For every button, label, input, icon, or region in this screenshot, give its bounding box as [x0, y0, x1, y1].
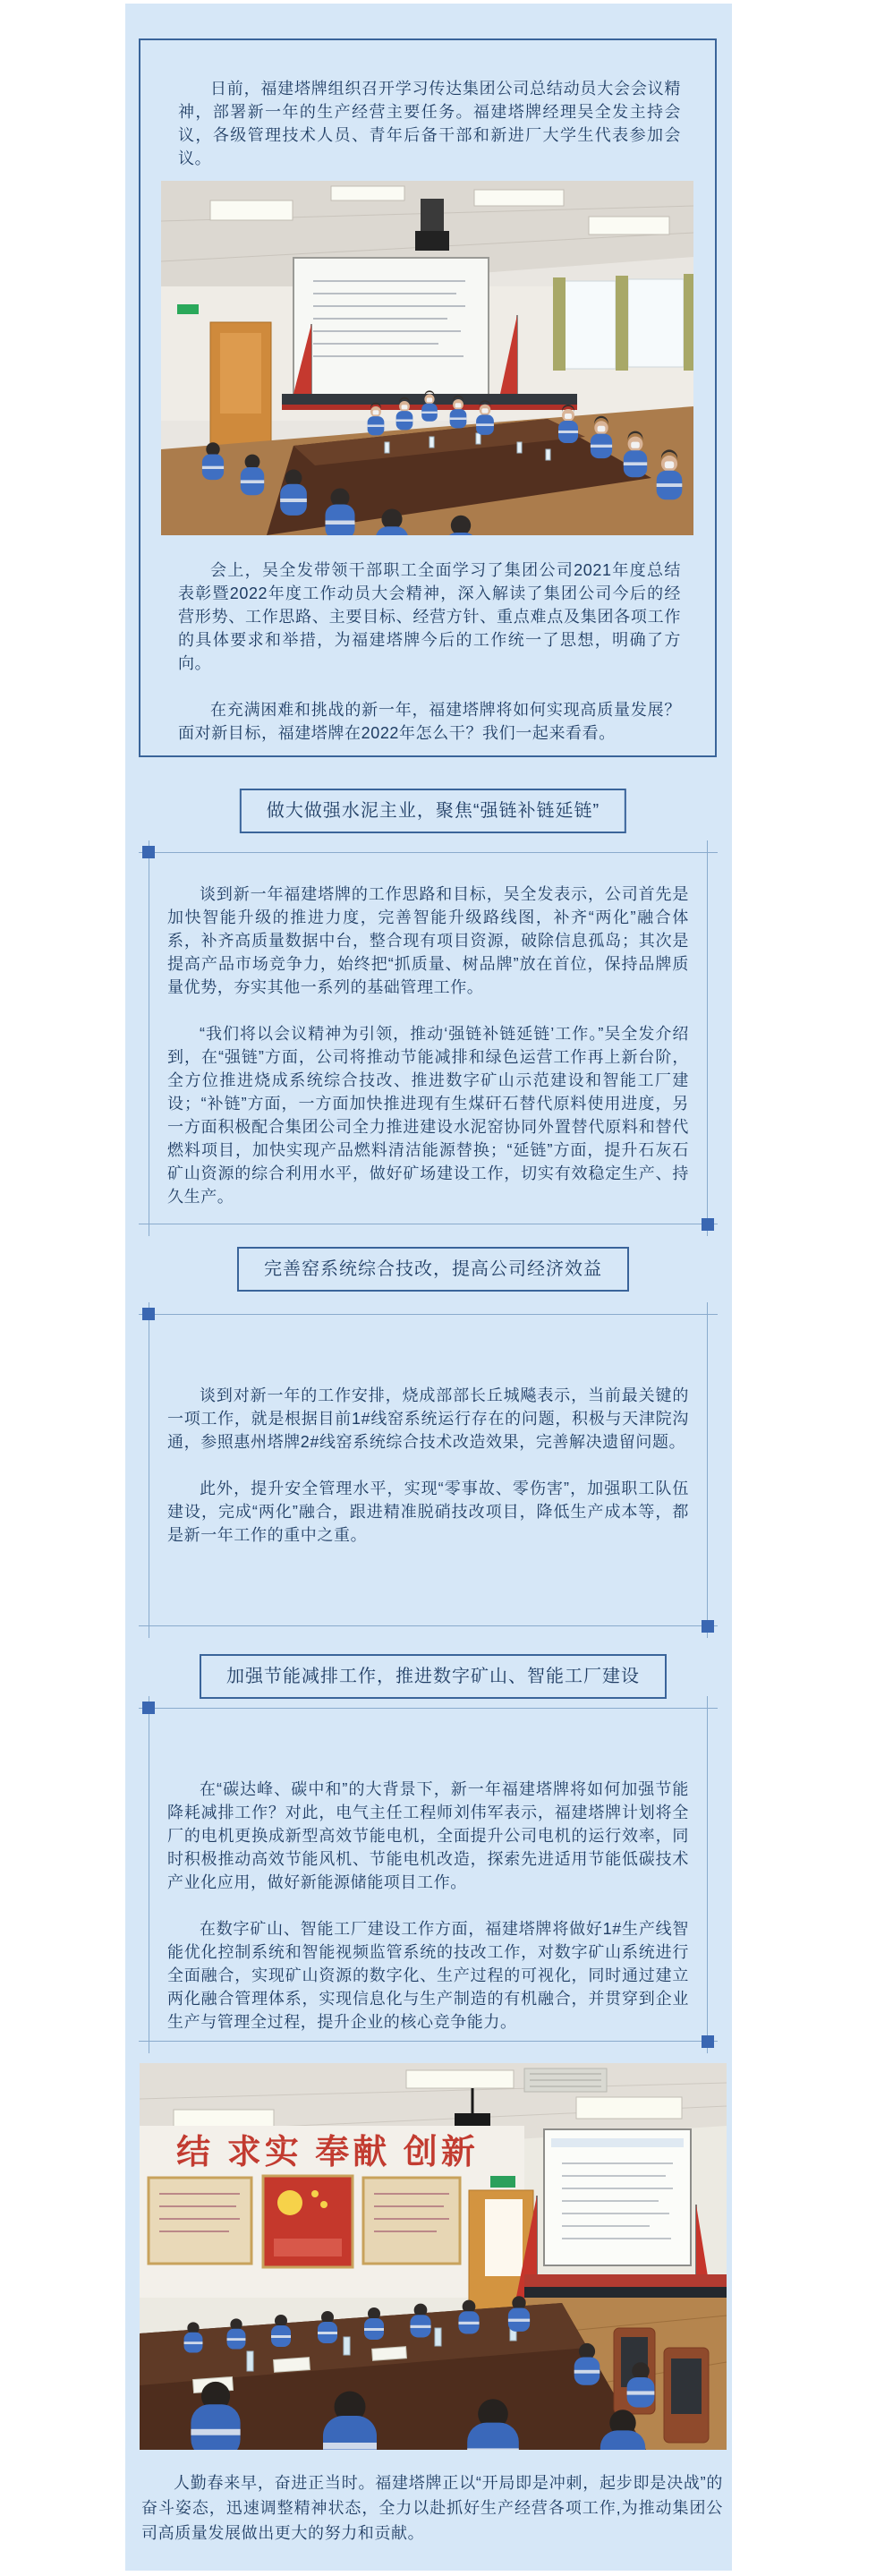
- section1-paragraph-2: “我们将以会议精神为引领，推动‘强链补链延链’工作。”吴全发介绍到，在“强链”方面，公司将推动节能减排和绿色运营工作再上新台阶，全方位推进烧成系统综合技改、推进数字矿山示范建设和智能工厂建设；“补链”方面，一方面加快推进现有生煤矸石替代原料使用进度，另一方面积极配合集团公司全力推进建设水泥窑协同外置替代原料和替代燃料项目，加快实现产品燃料清洁能源替换；“延链”方面，提升石灰石矿山资源的综合利用水平，做好矿场建设工作，切实有效稳定生产、持久生产。: [167, 1025, 689, 1206]
- ceiling-light: [331, 186, 404, 200]
- section2-paragraph-2: 此外，提升安全管理水平，实现“零事故、零伤害”，加强职工队伍建设，完成“两化”融合，跟进精准脱硝技改项目，降低生产成本等，都是新一年工作的重中之重。: [167, 1480, 689, 1544]
- ceiling-light: [589, 217, 669, 235]
- section-header-3: 加强节能减排工作，推进数字矿山、智能工厂建设: [200, 1654, 667, 1699]
- frame-line-top: [139, 1314, 718, 1315]
- ceiling-light: [210, 200, 293, 220]
- intro-paragraph-2: 会上，吴全发带领干部职工全面学习了集团公司2021年度总结表彰暨2022年度工作动员大会精神，深入解读了集团公司今后的经营形势、工作思路、主要目标、经营方针、重点难点及集团各项工作的具体要求和举措，为福建塔牌今后的工作统一了思想，明确了方向。: [178, 561, 681, 672]
- ceiling-light: [406, 2070, 514, 2088]
- section-header-1: 做大做强水泥主业，聚焦“强链补链延链”: [240, 789, 626, 833]
- frame-line-top: [139, 1708, 718, 1709]
- ceiling-light: [576, 2097, 682, 2119]
- projection-screen: [544, 2129, 691, 2265]
- outro-paragraph: 人勤春来早，奋进正当时。福建塔牌正以“开局即是冲刺，起步即是决战”的奋斗姿态，迅速调整精神状态，全力以赴抓好生产经营各项工作,为推动集团公司高质量发展做出更大的努力和贡献。: [141, 2474, 723, 2542]
- projection-screen: [293, 258, 489, 399]
- frame-line-top: [139, 852, 718, 853]
- intro-box: [139, 38, 717, 757]
- wall-slogan-text: 结 求实 奉献 创新: [176, 2134, 479, 2171]
- corner-square-icon: [702, 2035, 714, 2048]
- section3-paragraph-2: 在数字矿山、智能工厂建设工作方面，福建塔牌将做好1#生产线智能优化控制系统和智能视频监管系统的技改工作，对数字矿山系统进行全面融合，实现矿山资源的数字化、生产过程的可视化，同时通过建立两化融合管理体系，实现信息化与生产制造的有机融合，并贯穿到企业生产与管理全过程，提升企业的核心竞争能力。: [167, 1920, 689, 2031]
- intro-paragraph-1: 日前，福建塔牌组织召开学习传达集团公司总结动员大会会议精神，部署新一年的生产经营主要任务。福建塔牌经理吴全发主持会议，各级管理技术人员、青年后备干部和新进厂大学生代表参加会议。: [178, 80, 681, 167]
- frame-line-right: [707, 1696, 708, 2053]
- frame-line-bottom: [139, 2041, 718, 2042]
- corner-square-icon: [142, 846, 155, 858]
- meeting-photo-1: [161, 181, 693, 535]
- ceiling-light: [474, 190, 564, 206]
- corner-square-icon: [142, 1702, 155, 1714]
- section-header-2: 完善窑系统综合技改，提高公司经济效益: [237, 1247, 629, 1292]
- exit-sign: [177, 304, 199, 314]
- corner-square-icon: [142, 1308, 155, 1320]
- curtain: [616, 276, 628, 371]
- window: [562, 281, 616, 369]
- section1-paragraph-1: 谈到新一年福建塔牌的工作思路和目标，吴全发表示，公司首先是加快智能升级的推进力度，完善智能升级路线图，补齐“两化”融合体系，补齐高质量数据中台，整合现有项目资源，破除信息孤岛；其次是提高产品市场竞争力，始终把“抓质量、树品牌”放在首位，保持品牌质量优势，夯实其他一系列的基础管理工作。: [167, 885, 689, 996]
- wall-poster: [363, 2178, 460, 2264]
- ac-vent: [524, 2068, 607, 2092]
- party-flag-poster: [263, 2176, 353, 2267]
- projector: [421, 199, 444, 235]
- section-box-1: [149, 852, 708, 1224]
- frame-line-bottom: [139, 1625, 718, 1626]
- frame-line-right: [707, 1302, 708, 1638]
- outro-block: [141, 2470, 723, 2546]
- section-box-2: [149, 1314, 708, 1626]
- window: [628, 279, 684, 367]
- section2-paragraph-1: 谈到对新一年的工作安排，烧成部部长丘城飚表示，当前最关键的一项工作，就是根据目前1#线窑系统运行存在的问题，积极与天津院沟通，参照惠州塔牌2#线窑系统综合技术改造效果，完善解决遗留问题。: [167, 1386, 689, 1451]
- frame-line-right: [707, 840, 708, 1236]
- exit-sign: [490, 2176, 515, 2188]
- intro-paragraph-3: 在充满困难和挑战的新一年，福建塔牌将如何实现高质量发展？面对新目标，福建塔牌在2022年怎么干？我们一起来看看。: [178, 701, 681, 742]
- meeting-photo-2: [140, 2063, 727, 2450]
- section-box-3: [149, 1708, 708, 2042]
- section3-paragraph-1: 在“碳达峰、碳中和”的大背景下，新一年福建塔牌将如何加强节能降耗减排工作？对此，电气主任工程师刘伟军表示，福建塔牌计划将全厂的电机更换成新型高效节能电机，全面提升公司电机的运行效率，同时积极推动高效节能风机、节能电机改造，探索先进适用节能低碳技术产业化应用，做好新能源储能项目工作。: [167, 1780, 689, 1891]
- corner-square-icon: [702, 1218, 714, 1231]
- curtain: [553, 277, 566, 371]
- corner-square-icon: [702, 1620, 714, 1633]
- wall-poster: [149, 2178, 251, 2264]
- curtain: [684, 274, 693, 371]
